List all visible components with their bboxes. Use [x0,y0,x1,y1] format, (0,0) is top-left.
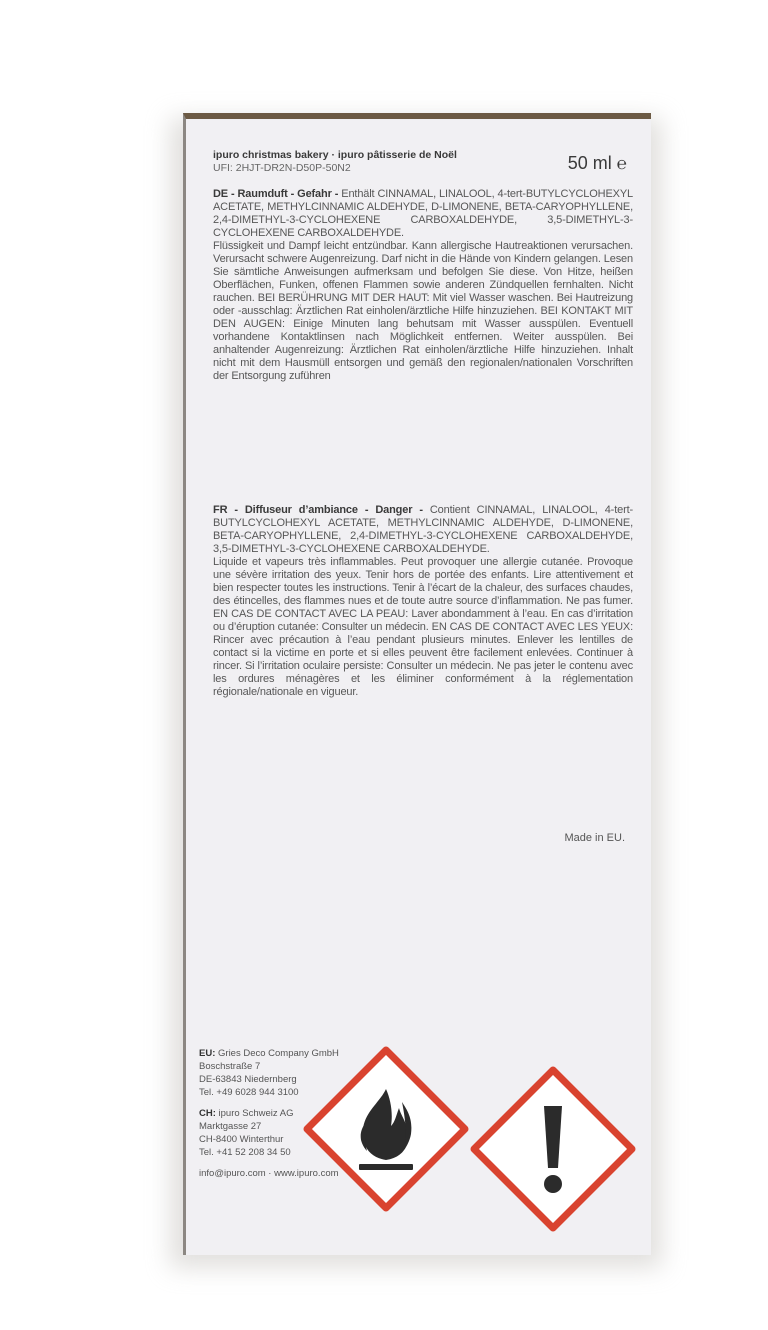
french-label-text [213,504,633,699]
french-warnings: Liquide et vapeurs très inflammables. Peut provoquer une allergie cutanée. Provoque une sévère irritation des yeux. Tenir hors de portée des enfants. Lire attentivement et bien respecter toutes les instructions. Tenir à l’écart de la chaleur, des surfaces chaudes, des étincelles, des flammes nues et de toute autre source d’inflammation. Ne pas fumer. EN CAS DE CONTACT AVEC LA PEAU: Laver abondamment à l’eau. En cas d’irritation ou d’éruption cutanée: Consulter un médecin. EN CAS DE CONTACT AVEC LES YEUX: Rincer avec précaution à l’eau pendant plusieurs minutes. Enlever les lentilles de contact si la victime en porte et si elles peuvent être facilement enlevées. Continuer à rincer. Si l’irritation oculaire persiste: Consulter un médecin. Ne pas jeter le contenu avec les ordures ménagères et les éliminer conformément à la réglementation régionale/nationale en vigueur. [213,556,633,698]
german-warnings: Flüssigkeit und Dampf leicht entzündbar. Kann allergische Hautreaktionen verursachen. Verursacht schwere Augenreizung. Darf nicht in die Hände von Kindern gelangen. Lesen Sie sämtliche Anweisungen aufmerksam und befolgen Sie diese. Von Hitze, heißen Oberflächen, Funken, offenen Flammen sowie anderen Zündquellen fernhalten. Nicht rauchen. BEI BERÜHRUNG MIT DER HAUT: Mit viel Wasser waschen. Bei Hautreizung oder -ausschlag: Ärztlichen Rat einholen/ärztliche Hilfe hinzuziehen. BEI KONTAKT MIT DEN AUGEN: Einige Minuten lang behutsam mit Wasser ausspülen. Eventuell vorhandene Kontaktlinsen nach Möglichkeit entfernen. Weiter ausspülen. Bei anhaltender Augenreizung: Ärztlichen Rat einholen/ärztliche Hilfe hinzuziehen. Inhalt nicht mit dem Hausmüll entsorgen und gemäß den regionalen/nationalen Vorschriften der Entsorgung zuführen [213,240,633,382]
german-ingredients [213,188,633,240]
ch-city: CH-8400 Winterthur [199,1134,284,1145]
eu-tag: EU: [199,1048,216,1059]
eu-phone: Tel. +49 6028 944 3100 [199,1087,299,1098]
product-box-back [183,113,651,1255]
french-ingredient-list: Contient CINNAMAL, LINALOOL, 4-tert-BUTYLCYCLOHEXYL ACETATE, METHYLCINNAMIC ALDEHYDE, D-LIMONENE, BETA-CARYOPHYLLENE, 2,4-DIMETHYL-3-CYCLOHEXENE CARBOXALDEHYDE, 3,5-DIMETHYL-3-CYCLOHEXENE CARBOXALDEHYDE. [213,504,633,555]
warning-pictogram [468,1064,638,1234]
estimated-sign-icon: ℮ [616,154,627,173]
ch-company: ipuro Schweiz AG [215,1108,294,1119]
made-in-label: Made in EU. [564,832,625,844]
german-ingredient-list: Enthält CINNAMAL, LINALOOL, 4-tert-BUTYLCYCLOHEXYL ACETATE, METHYLCINNAMIC ALDEHYDE, D-LIMONENE, BETA-CARYOPHYLLENE, 2,4-DIMETHYL-3-CYCLOHEXENE CARBOXALDEHYDE, 3,5-DIMETHYL-3-CYCLOHEXENE CARBOXALDEHYDE. [213,188,633,239]
volume-value: 50 ml [567,153,612,173]
ufi-code: UFI: 2HJT-DR2N-D50P-50N2 [213,162,351,174]
ch-street: Marktgasse 27 [199,1121,262,1132]
product-name: ipuro christmas bakery · ipuro pâtisserie de Noël [213,149,457,161]
ch-tag: CH: [199,1108,216,1119]
german-label-text [213,188,633,383]
eu-street: Boschstraße 7 [199,1061,261,1072]
flammable-pictogram [301,1044,471,1214]
eu-company: Gries Deco Company GmbH [215,1048,339,1059]
french-heading: FR - Diffuseur d’ambiance - Danger - [213,504,423,516]
volume-label [568,153,627,174]
french-ingredients [213,504,633,556]
web-contact: info@ipuro.com · www.ipuro.com [199,1168,339,1179]
german-heading: DE - Raumduft - Gefahr - [213,188,339,200]
ch-phone: Tel. +41 52 208 34 50 [199,1147,291,1158]
eu-city: DE-63843 Niedernberg [199,1074,297,1085]
